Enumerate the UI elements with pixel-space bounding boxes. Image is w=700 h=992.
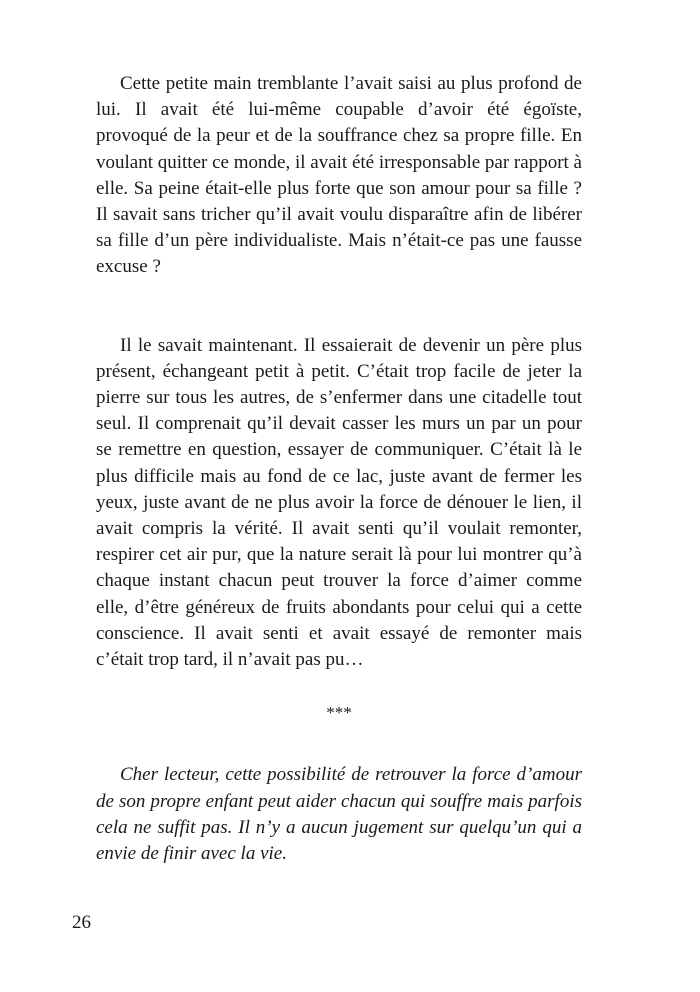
paragraph-2: Il le savait maintenant. Il essaierait de devenir un père plus présent, échangeant petit à petit. C’était trop facile de jeter la pierre sur tous les autres, de s’enfermer dans une citadelle tout seul. Il comprenait qu’il devait casser les murs un par un pour se remettre en question, essayer de communiquer. C’était là le plus difficile mais au fond de ce lac, juste avant de fermer les yeux, juste avant de ne plus avoir la force de dénouer le lien, il avait compris la vérité. Il avait senti qu’il voulait remonter, respirer cet air pur, que la nature serait là pour lui montrer qu’à chaque instant chacun peut trouver la force d’aimer comme elle, d’être généreux de fruits abondants pour celui qui a cette conscience. Il avait senti et avait essayé de remonter mais c’était trop tard, il n’avait pas pu… [96, 334, 582, 671]
section-separator: *** [326, 703, 352, 723]
paragraph-1: Cette petite main tremblante l’avait saisi au plus profond de lui. Il avait été lui-même coupable d’avoir été égoïste, provoqué de la peur et de la souffrance chez sa propre fille. En voulant quitter ce monde, il avait été irresponsable par rapport à elle. Sa peine était-elle plus forte que son amour pour sa fille ? Il savait sans tricher qu’il avait voulu disparaître afin de libérer sa fille d’un père individualiste. Mais n’était-ce pas une fausse excuse ? [96, 73, 582, 278]
page-number: 26 [72, 912, 91, 933]
author-note: Cher lecteur, cette possibilité de retrouver la force d’amour de son propre enfant peut aider chacun qui souffre mais parfois cela ne suffit pas. Il n’y a aucun jugement sur quelqu’un qui a envie de finir avec la vie. [96, 764, 582, 865]
page-body [96, 71, 582, 867]
